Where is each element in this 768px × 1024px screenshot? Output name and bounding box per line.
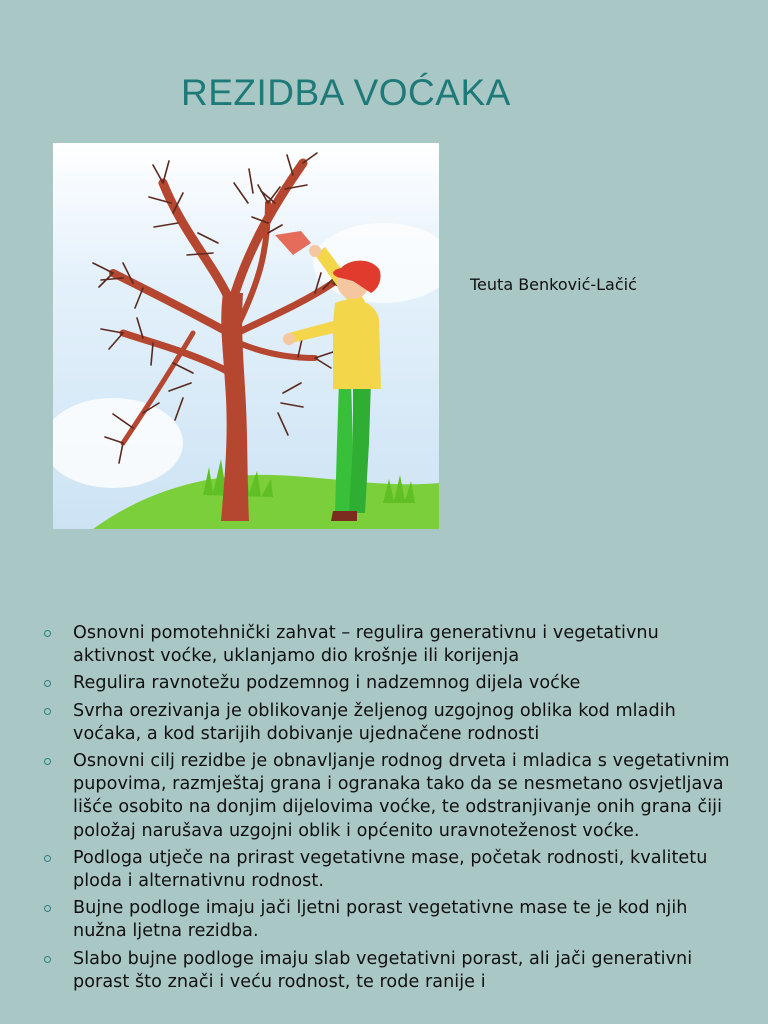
list-item-text: Osnovni pomotehnički zahvat – regulira generativnu i vegetativnu aktivnost voćke, uklanjamo dio krošnje ili korijenja	[73, 623, 659, 667]
list-item	[44, 622, 734, 668]
list-item-text: Bujne podloge imaju jači ljetni porast vegetativne mase te je kod njih nužna ljetna rezidba.	[73, 898, 688, 942]
list-item	[44, 847, 734, 893]
list-item-text: Slabo bujne podloge imaju slab vegetativni porast, ali jači generativni porast što znači i veću rodnost, te rode ranije i	[73, 948, 693, 992]
slide-title: REZIDBA VOĆAKA	[181, 72, 511, 113]
list-item-text: Regulira ravnotežu podzemnog i nadzemnog dijela voćke	[73, 673, 581, 694]
bullet-marker-icon	[44, 680, 51, 687]
bullet-marker-icon	[44, 905, 51, 912]
author-name: Teuta Benković-Lačić	[470, 275, 637, 294]
list-item	[44, 700, 734, 746]
list-item-text: Podloga utječe na prirast vegetativne mase, početak rodnosti, kvalitetu ploda i alternativnu rodnost.	[73, 847, 708, 892]
bullet-marker-icon	[44, 708, 51, 715]
tree-pruning-illustration	[53, 143, 439, 529]
list-item	[44, 897, 734, 943]
bullet-marker-icon	[44, 630, 51, 637]
bullet-marker-icon	[44, 956, 51, 963]
bullet-marker-icon	[44, 758, 51, 765]
list-item	[44, 750, 734, 843]
list-item-text: Svrha orezivanja je oblikovanje željenog uzgojnog oblika kod mladih voćaka, a kod starijih dobivanje ujednačene rodnosti	[73, 700, 676, 744]
list-item	[44, 948, 734, 994]
bullet-list	[44, 622, 734, 998]
bullet-marker-icon	[44, 855, 51, 862]
list-item-text: Osnovni cilj rezidbe je obnavljanje rodnog drveta i mladica s vegetativnim pupovima, razmještaj grana i ogranaka tako da se nesmetano osvjetljava lišće osobito na donjim dijelovima voćke, te odstranjivanje onih grana čiji položaj narušava uzgojni oblik i općenito uravnoteženost voćke.	[73, 751, 730, 841]
list-item	[44, 672, 734, 695]
